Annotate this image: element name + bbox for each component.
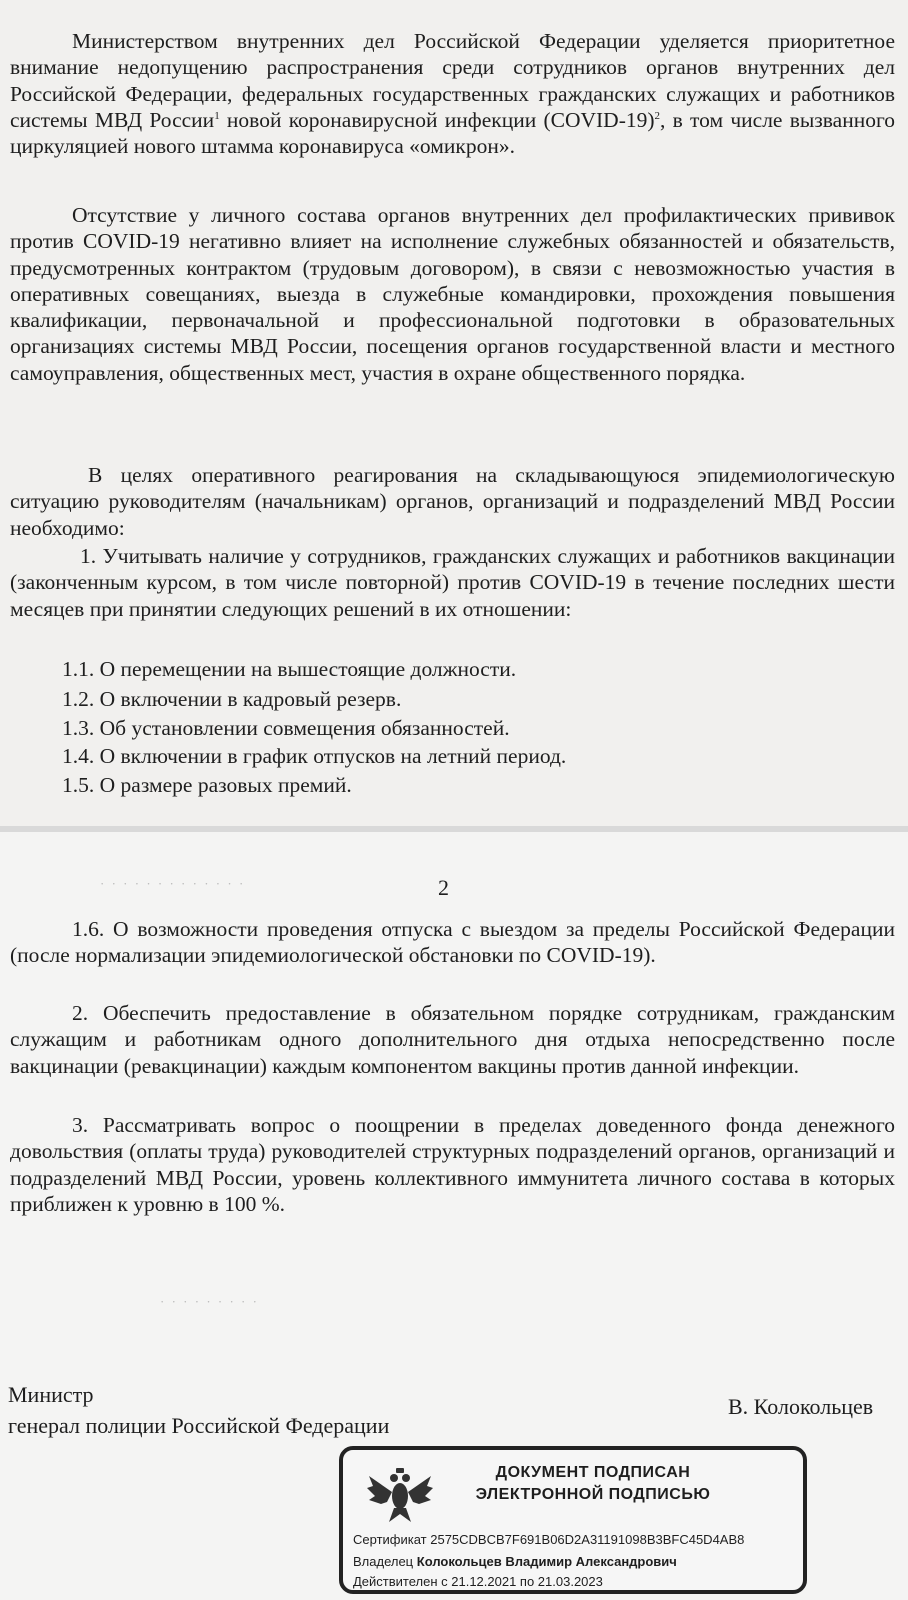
footnote-ref-1: 1 <box>214 109 220 122</box>
signatory-name: В. Колокольцев <box>728 1394 874 1419</box>
footnote-ref-2: 2 <box>654 109 661 122</box>
document-page-2 <box>0 832 908 1600</box>
scan-noise: · · · · · · · · · · · · · <box>100 876 246 891</box>
stamp-certificate: Сертификат 2575CDBCB7F691B06D2A31191098B3BFC45D4AB8 <box>353 1532 745 1547</box>
stamp-title: ДОКУМЕНТ ПОДПИСАН ЭЛЕКТРОННОЙ ПОДПИСЬЮ <box>475 1464 711 1503</box>
stamp-owner: Владелец Колокольцев Владимир Александрович <box>353 1554 677 1569</box>
list-item-1-2: 1.2. О включении в кадровый резерв. <box>62 687 402 711</box>
list-item-1-1: 1.1. О перемещении на вышестоящие должности. <box>62 657 517 681</box>
page-number: 2 <box>438 875 449 900</box>
stamp-validity: Действителен с 21.12.2021 по 21.03.2023 <box>353 1574 603 1589</box>
signatory-title: Министр генерал полиции Российской Федерации <box>8 1382 390 1438</box>
paragraph-instructions-intro: В целях оперативного реагирования на складывающуюся эпидемиологическую ситуацию руководителям (начальникам) органов, организаций и подразделений МВД России необходимо: <box>10 463 895 540</box>
paragraph-vaccination-impact: Отсутствие у личного состава органов внутренних дел профилактических прививок против COVID-19 негативно влияет на исполнение служебных обязанностей и обязательств, предусмотренных контрактом (трудовым договором), в связи с невозможностью участия в оперативных совещаниях, выезда в служебные командировки, прохождения повышения квалификации, первоначальной и профессиональной подготовки в образовательных организациях системы МВД России, посещения органов государственной власти и местного самоуправления, общественных мест, участия в охране общественного порядка. <box>10 203 895 385</box>
list-item-1-3: 1.3. Об установлении совмещения обязанностей. <box>62 716 510 740</box>
eagle-emblem-icon <box>365 1462 435 1526</box>
electronic-signature-stamp <box>339 1446 807 1594</box>
paragraph-item-3: 3. Рассматривать вопрос о поощрении в пределах доведенного фонда денежного довольствия (оплаты труда) руководителей структурных подразделений органов, организаций и подразделений МВД России, уровень коллективного иммунитета личного состава в которых приближен к уровню в 100 %. <box>10 1113 895 1216</box>
scan-noise: · · · · · · · · · <box>160 1294 259 1309</box>
list-item-1-5: 1.5. О размере разовых премий. <box>62 773 352 797</box>
paragraph-item-2: 2. Обеспечить предоставление в обязательном порядке сотрудникам, гражданским служащим и работникам одного дополнительного дня отдыха непосредственно после вакцинации (ревакцинации) каждым компонентом вакцины против данной инфекции. <box>10 1001 895 1078</box>
paragraph-item-1: 1. Учитывать наличие у сотрудников, гражданских служащих и работников вакцинации (законченным курсом, в том числе повторной) против COVID-19 в течение последних шести месяцев при принятии следующих решений в их отношении: <box>10 544 895 621</box>
paragraph-item-1-6: 1.6. О возможности проведения отпуска с выездом за пределы Российской Федерации (после нормализации эпидемиологической обстановки по COVID-19). <box>10 917 895 968</box>
paragraph-intro: Министерством внутренних дел Российской Федерации уделяется приоритетное внимание недопущению распространения среди сотрудников органов внутренних дел Российской Федерации, федеральных государственных гражданских служащих и работников системы МВД России$^1$ новой коронавирусной инфекции (COVID-19)$^2$, в том числе вызванного циркуляцией нового штамма коронавируса «омикрон». <box>10 29 895 159</box>
list-item-1-4: 1.4. О включении в график отпусков на летний период. <box>62 744 567 768</box>
